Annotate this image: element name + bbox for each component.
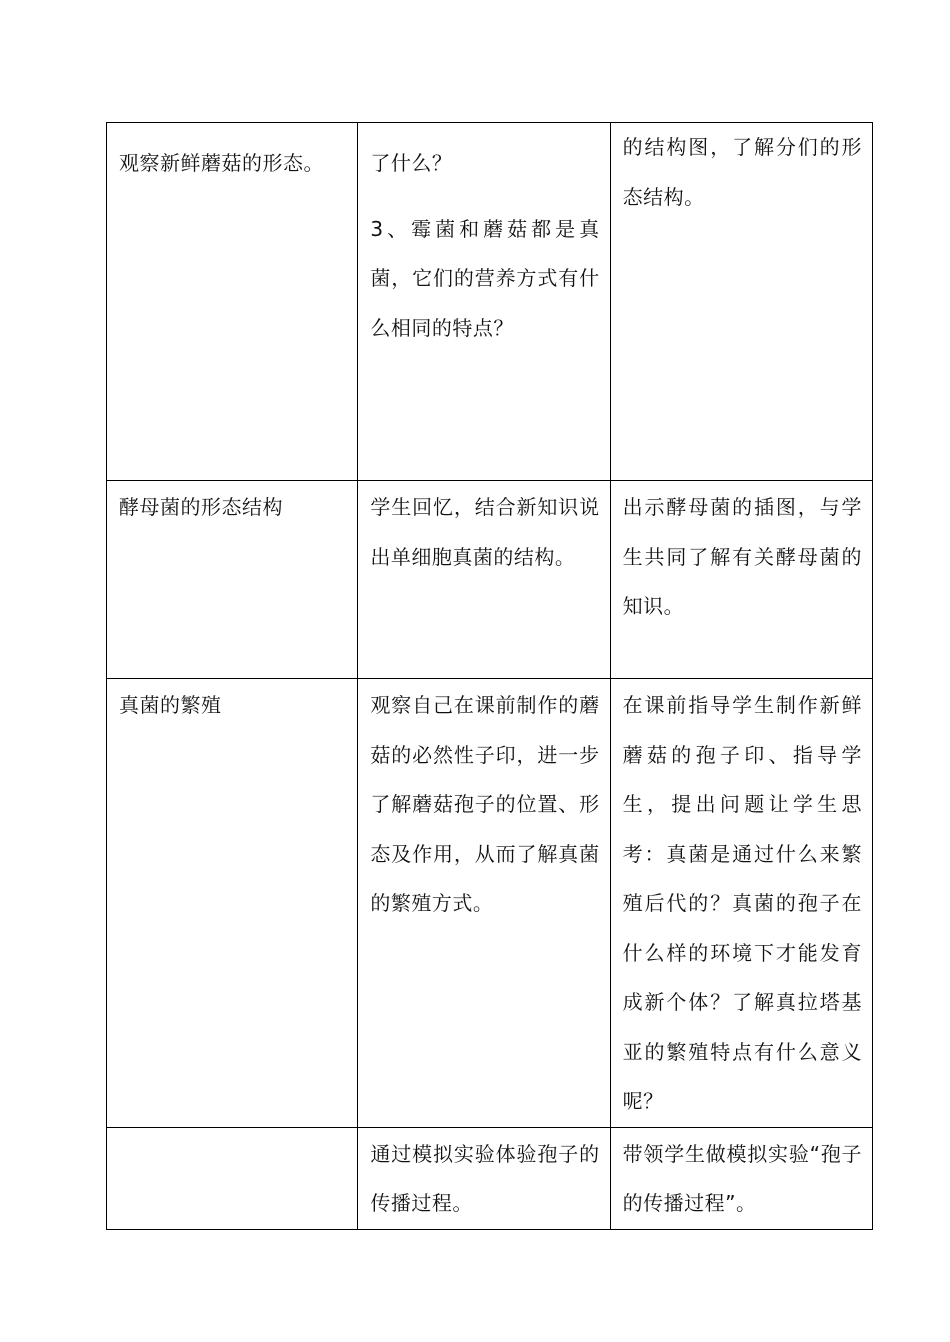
student-activity-text: 学生回忆，结合新知识说出单细胞真菌的结构。 (370, 495, 600, 569)
teacher-activity-text: 带领学生做模拟实验“孢子的传播过程”。 (622, 1141, 862, 1215)
table-row (107, 1127, 873, 1229)
student-activity-wrapper (358, 123, 609, 353)
student-activity-text: 了什么？ (370, 151, 453, 175)
table-row (107, 481, 873, 679)
lesson-plan-table (106, 122, 873, 1230)
student-activity-text: 通过模拟实验体验孢子的传播过程。 (370, 1141, 600, 1215)
table-row (107, 679, 873, 1128)
table-row (107, 123, 873, 481)
teacher-activity-text: 的结构图，了解分们的形态结构。 (622, 135, 862, 209)
student-activity-cell (358, 481, 610, 679)
content-text: 观察新鲜蘑菇的形态。 (119, 151, 324, 175)
student-activity-text: 3、霉菌和蘑菇都是真菌，它们的营养方式有什么相同的特点？ (370, 216, 600, 340)
content-text: 酵母菌的形态结构 (119, 495, 283, 519)
content-text: 真菌的繁殖 (119, 693, 222, 717)
content-cell (107, 123, 358, 481)
teacher-activity-text: 出示酵母菌的插图，与学生共同了解有关酵母菌的知识。 (622, 495, 862, 618)
student-activity-cell (358, 123, 610, 481)
content-cell (107, 679, 358, 1128)
student-activity-cell (358, 679, 610, 1128)
student-activity-text: 观察自己在课前制作的蘑菇的必然性子印，进一步了解蘑菇孢子的位置、形态及作用，从而了解真菌的繁殖方式。 (370, 693, 600, 915)
teacher-activity-cell (610, 123, 872, 481)
teacher-activity-cell (610, 481, 872, 679)
teacher-activity-text: 在课前指导学生制作新鲜蘑菇的孢子印、指导学生，提出问题让学生思考：真菌是通过什么来繁殖后代的？真菌的孢子在什么样的环境下才能发育成新个体？了解真拉塔基亚的繁殖特点有什么意义呢？ (622, 693, 862, 1113)
teacher-activity-cell (610, 1127, 872, 1229)
content-cell (107, 1127, 358, 1229)
content-text (107, 1128, 357, 1130)
teacher-activity-cell (610, 679, 872, 1128)
student-activity-cell (358, 1127, 610, 1229)
content-cell (107, 481, 358, 679)
